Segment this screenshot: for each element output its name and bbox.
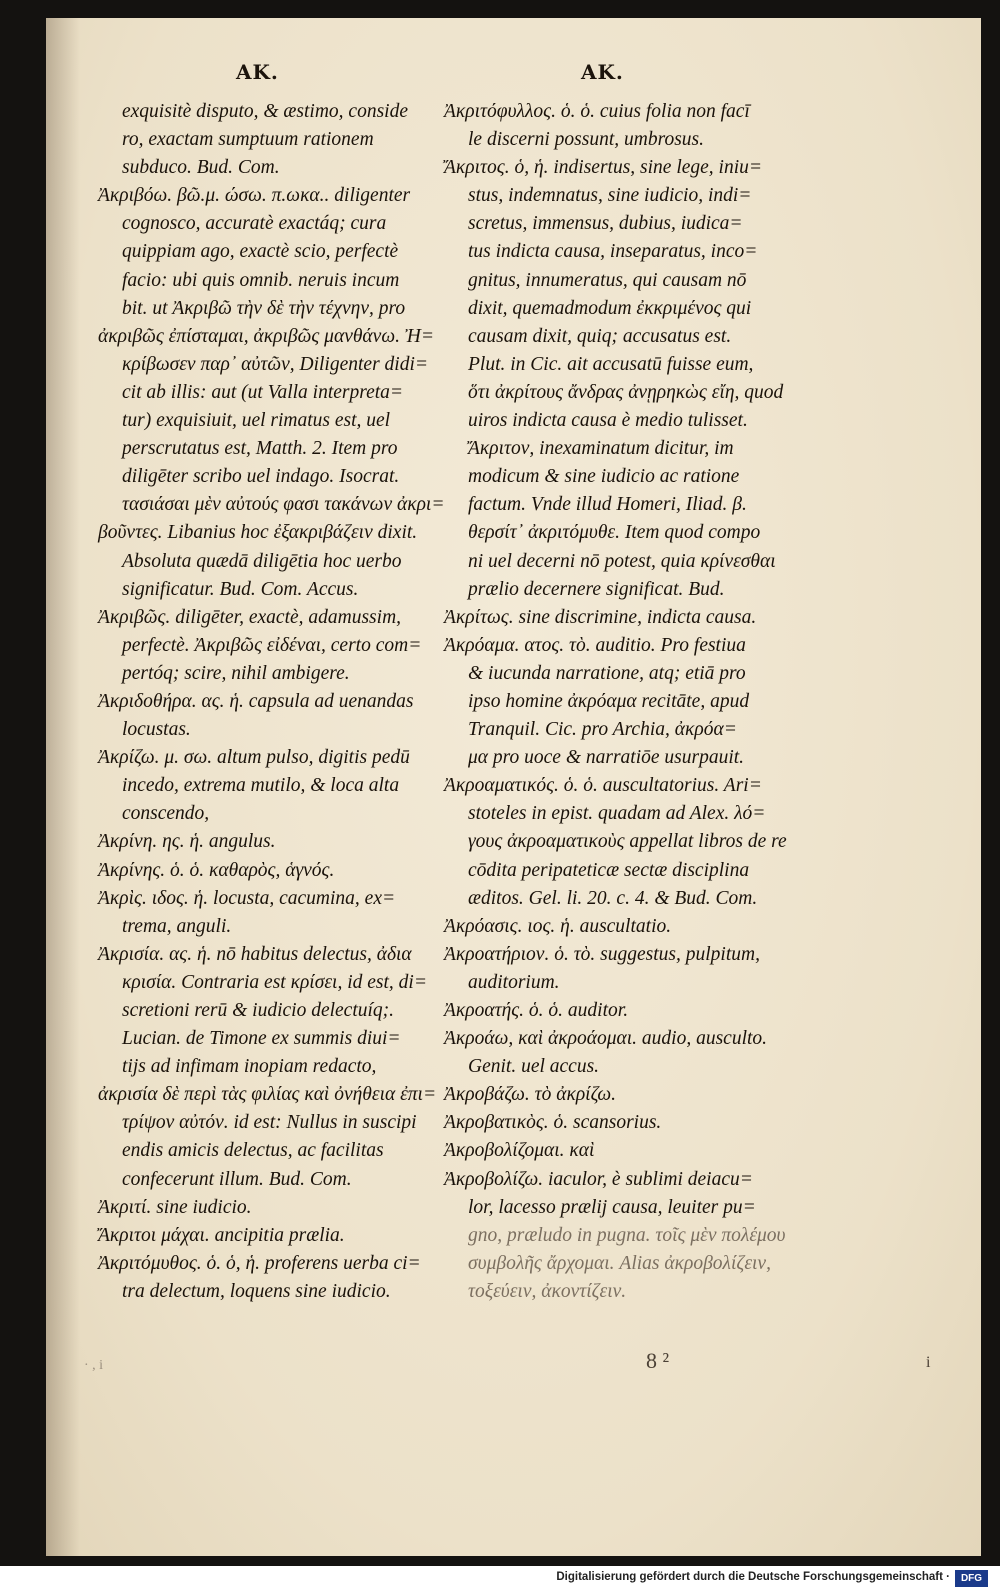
text-line: le discerni possunt, umbrosus. — [468, 129, 704, 151]
text-line: stoteles in epist. quadam ad Alex. λό= — [468, 803, 766, 825]
text-line: cit ab illis: aut (ut Valla interpreta= — [122, 381, 404, 403]
mark-right: i — [926, 1354, 931, 1371]
text-line: stus, indemnatus, sine iudicio, indi= — [468, 185, 752, 207]
text-line: Ἀκροβολίζω. iaculor, è sublimi deiacu= — [444, 1168, 753, 1190]
digitization-footer — [0, 1566, 1000, 1592]
text-line: τρίψον αὐτόν. id est: Nullus in suscipi — [122, 1112, 417, 1134]
text-line: perscrutatus est, Matth. 2. Item pro — [122, 438, 398, 460]
text-line: conscendo, — [122, 803, 210, 825]
text-line: Ἀκροατής. ὁ. ὁ. auditor. — [444, 1000, 629, 1021]
text-line: Ἀκροατήριον. ὁ. τὸ. suggestus, pulpitum, — [444, 943, 760, 965]
text-line: gnitus, innumeratus, qui causam nō — [468, 269, 747, 291]
text-line: Ἀκριβῶς. diligēter, exactè, adamussim, — [98, 606, 402, 628]
text-line: cognosco, accuratè exactáq; cura — [122, 213, 387, 235]
mark-left: · , i — [84, 1358, 104, 1373]
text-line: συμβολῆς ἄρχομαι. Alias ἀκροβολίζειν, — [468, 1252, 771, 1274]
text-line: tus indicta causa, inseparatus, inco= — [468, 241, 758, 263]
text-line: Ἀκρίτως. sine discrimine, indicta causa. — [444, 606, 757, 628]
text-line: Ἀκρὶς. ιδος. ἡ. locusta, cacumina, ex= — [98, 887, 396, 909]
text-line: τοξεύειν, ἀκοντίζειν. — [468, 1280, 627, 1302]
text-line: Ἄκριτον, inexaminatum dicitur, im — [468, 438, 734, 460]
text-line: ἀκρισία δὲ περὶ τὰς φιλίας καὶ ὀνήθεια ἐπι= — [98, 1084, 437, 1106]
text-line: Ἄκριτοι μάχαι. ancipitia prælia. — [98, 1224, 345, 1246]
text-line: scretus, immensus, dubius, iudica= — [468, 213, 743, 235]
text-line: θερσίτ᾽ ἀκριτόμυθε. Item quod compo — [468, 522, 761, 544]
text-line: perfectè. Ἀκριβῶς εἰδέναι, certo com= — [122, 634, 422, 656]
text-line: κρίβωσεν παρ᾽ αὐτῶν, Diligenter didi= — [122, 353, 429, 375]
text-line: Ἀκρίνη. ης. ἡ. angulus. — [98, 831, 276, 853]
text-line: tijs ad infimam inopiam redacto, — [122, 1056, 377, 1078]
running-head-left: AK. — [236, 60, 279, 84]
text-line: quippiam ago, exactè scio, perfectè — [122, 241, 399, 263]
left-column — [98, 98, 448, 1306]
text-line: ni uel decerni nō potest, quia κρίνεσθαι — [468, 550, 776, 572]
text-line: subduco. Bud. Com. — [122, 157, 280, 179]
text-line: ipso homine ἀκρόαμα recitāte, apud — [468, 690, 750, 712]
text-line: facio: ubi quis omnib. neruis incum — [122, 269, 400, 291]
text-line: Ἀκροαματικός. ὁ. ὁ. auscultatorius. Ari= — [444, 775, 762, 797]
footer-credit: Digitalisierung gefördert durch die Deutsche Forschungsgemeinschaft · — [556, 1571, 950, 1583]
text-line: Absoluta quædā diligētia hoc uerbo — [122, 550, 402, 572]
text-line: trema, anguli. — [122, 915, 232, 937]
text-line: æditos. Gel. li. 20. c. 4. & Bud. Com. — [468, 887, 758, 909]
text-line: prælio decernere significat. Bud. — [468, 578, 725, 600]
text-line: dixit, quemadmodum ἐκκριμένος qui — [468, 297, 752, 319]
text-line: Ἀκριδοθήρα. ας. ἡ. capsula ad uenandas — [98, 690, 414, 712]
text-line: endis amicis delectus, ac facilitas — [122, 1140, 384, 1162]
text-line: ὅτι ἀκρίτους ἄνδρας ἀνῃρηκὼς εἴη, quod — [468, 381, 784, 403]
text-line: tur) exquisiuit, uel rimatus est, uel — [122, 410, 391, 432]
text-line: Ἀκροβατικὸς. ὁ. scansorius. — [444, 1112, 662, 1134]
gutter-shadow — [46, 18, 80, 1556]
text-line: diligēter scribo uel indago. Isocrat. — [122, 466, 400, 488]
text-line: gno, præludo in pugna. τοῖς μὲν πολέμου — [468, 1224, 786, 1246]
text-line: factum. Vnde illud Homeri, Iliad. β. — [468, 494, 747, 516]
text-line: cōdita peripateticæ sectæ disciplina — [468, 859, 750, 881]
text-line: κρισία. Contraria est κρίσει, id est, di= — [122, 971, 427, 993]
text-line: Ἀκρόαμα. ατος. τὸ. auditio. Pro festiua — [444, 634, 746, 656]
text-line: Ἀκροβολίζομαι. καὶ — [444, 1140, 595, 1162]
text-line: incedo, extrema mutilo, & loca alta — [122, 775, 400, 797]
text-line: Ἀκριβόω. βῶ.μ. ώσω. π.ωκα.. diligenter — [98, 185, 411, 207]
text-line: Ἀκρίνης. ὁ. ὁ. καθαρὸς, ἁγνός. — [98, 859, 335, 881]
text-line: confecerunt illum. Bud. Com. — [122, 1168, 352, 1190]
text-line: lor, lacesso prælij causa, leuiter pu= — [468, 1196, 756, 1218]
dfg-logo: DFG — [955, 1570, 988, 1587]
text-line: βοῦντες. Libanius hoc ἐξακριβάζειν dixit. — [98, 522, 418, 544]
text-line: Ἄκριτος. ὁ, ἡ. indisertus, sine lege, iniu= — [444, 157, 763, 179]
text-line: scretioni rerū & iudicio delectuíq;. — [122, 1000, 395, 1021]
text-line: causam dixit, quiq; accusatus est. — [468, 325, 732, 347]
text-line: ro, exactam sumptuum rationem — [122, 129, 374, 151]
text-line: Ἀκροβάζω. τὸ ἀκρίζω. — [444, 1084, 617, 1106]
signature-mark: 8 ² — [646, 1348, 670, 1373]
text-line: Ἀκρίζω. μ. σω. altum pulso, digitis pedū — [98, 747, 410, 769]
text-line: modicum & sine iudicio ac ratione — [468, 466, 740, 488]
text-line: auditorium. — [468, 971, 560, 993]
text-line: Ἀκροάω, καὶ ἀκροάομαι. audio, ausculto. — [444, 1028, 768, 1050]
right-column — [444, 98, 794, 1306]
text-line: Lucian. de Timone ex summis diui= — [122, 1028, 401, 1050]
text-line: tra delectum, loquens sine iudicio. — [122, 1280, 391, 1302]
text-line: γους ἀκροαματικοὺς appellat libros de re — [468, 831, 787, 853]
text-line: Ἀκριτόμυθος. ὁ. ὁ, ἡ. proferens uerba ci= — [98, 1252, 421, 1274]
text-line: ἀκριβῶς ἐπίσταμαι, ἀκριβῶς μανθάνω. Ἠ= — [98, 325, 434, 347]
text-line: Ἀκρόασις. ιος. ἡ. auscultatio. — [444, 915, 672, 937]
text-line: & iucunda narratione, atq; etiā pro — [468, 662, 746, 684]
text-line: Plut. in Cic. ait accusatū fuisse eum, — [468, 353, 754, 375]
text-line: Tranquil. Cic. pro Archia, ἀκρόα= — [468, 719, 737, 741]
text-line: bit. ut Ἀκριβῶ τὴν δὲ τὴν τέχνην, pro — [122, 297, 406, 319]
text-line: Genit. uel accus. — [468, 1056, 600, 1078]
text-line: uiros indicta causa è medio tulisset. — [468, 410, 748, 432]
text-line: Ἀκριτόφυλλος. ὁ. ὁ. cuius folia non facī — [444, 101, 750, 122]
bottom-marks — [46, 1348, 981, 1388]
text-line: Ἀκριτί. sine iudicio. — [98, 1196, 252, 1218]
text-line: exquisitè disputo, & æstimo, conside — [122, 101, 408, 122]
text-line: Ἀκρισία. ας. ἡ. nō habitus delectus, ἀδια — [98, 943, 412, 965]
text-line: τασιάσαι μὲν αὐτούς φασι τακάνων ἀκρι= — [122, 494, 445, 516]
book-page — [46, 18, 981, 1556]
text-line: pertóq; scire, nihil ambigere. — [122, 662, 350, 684]
text-line: μα pro uoce & narratiōe usurpauit. — [468, 747, 745, 769]
text-line: significatur. Bud. Com. Accus. — [122, 578, 359, 600]
text-line: locustas. — [122, 719, 191, 741]
running-head-right: AK. — [581, 60, 624, 84]
